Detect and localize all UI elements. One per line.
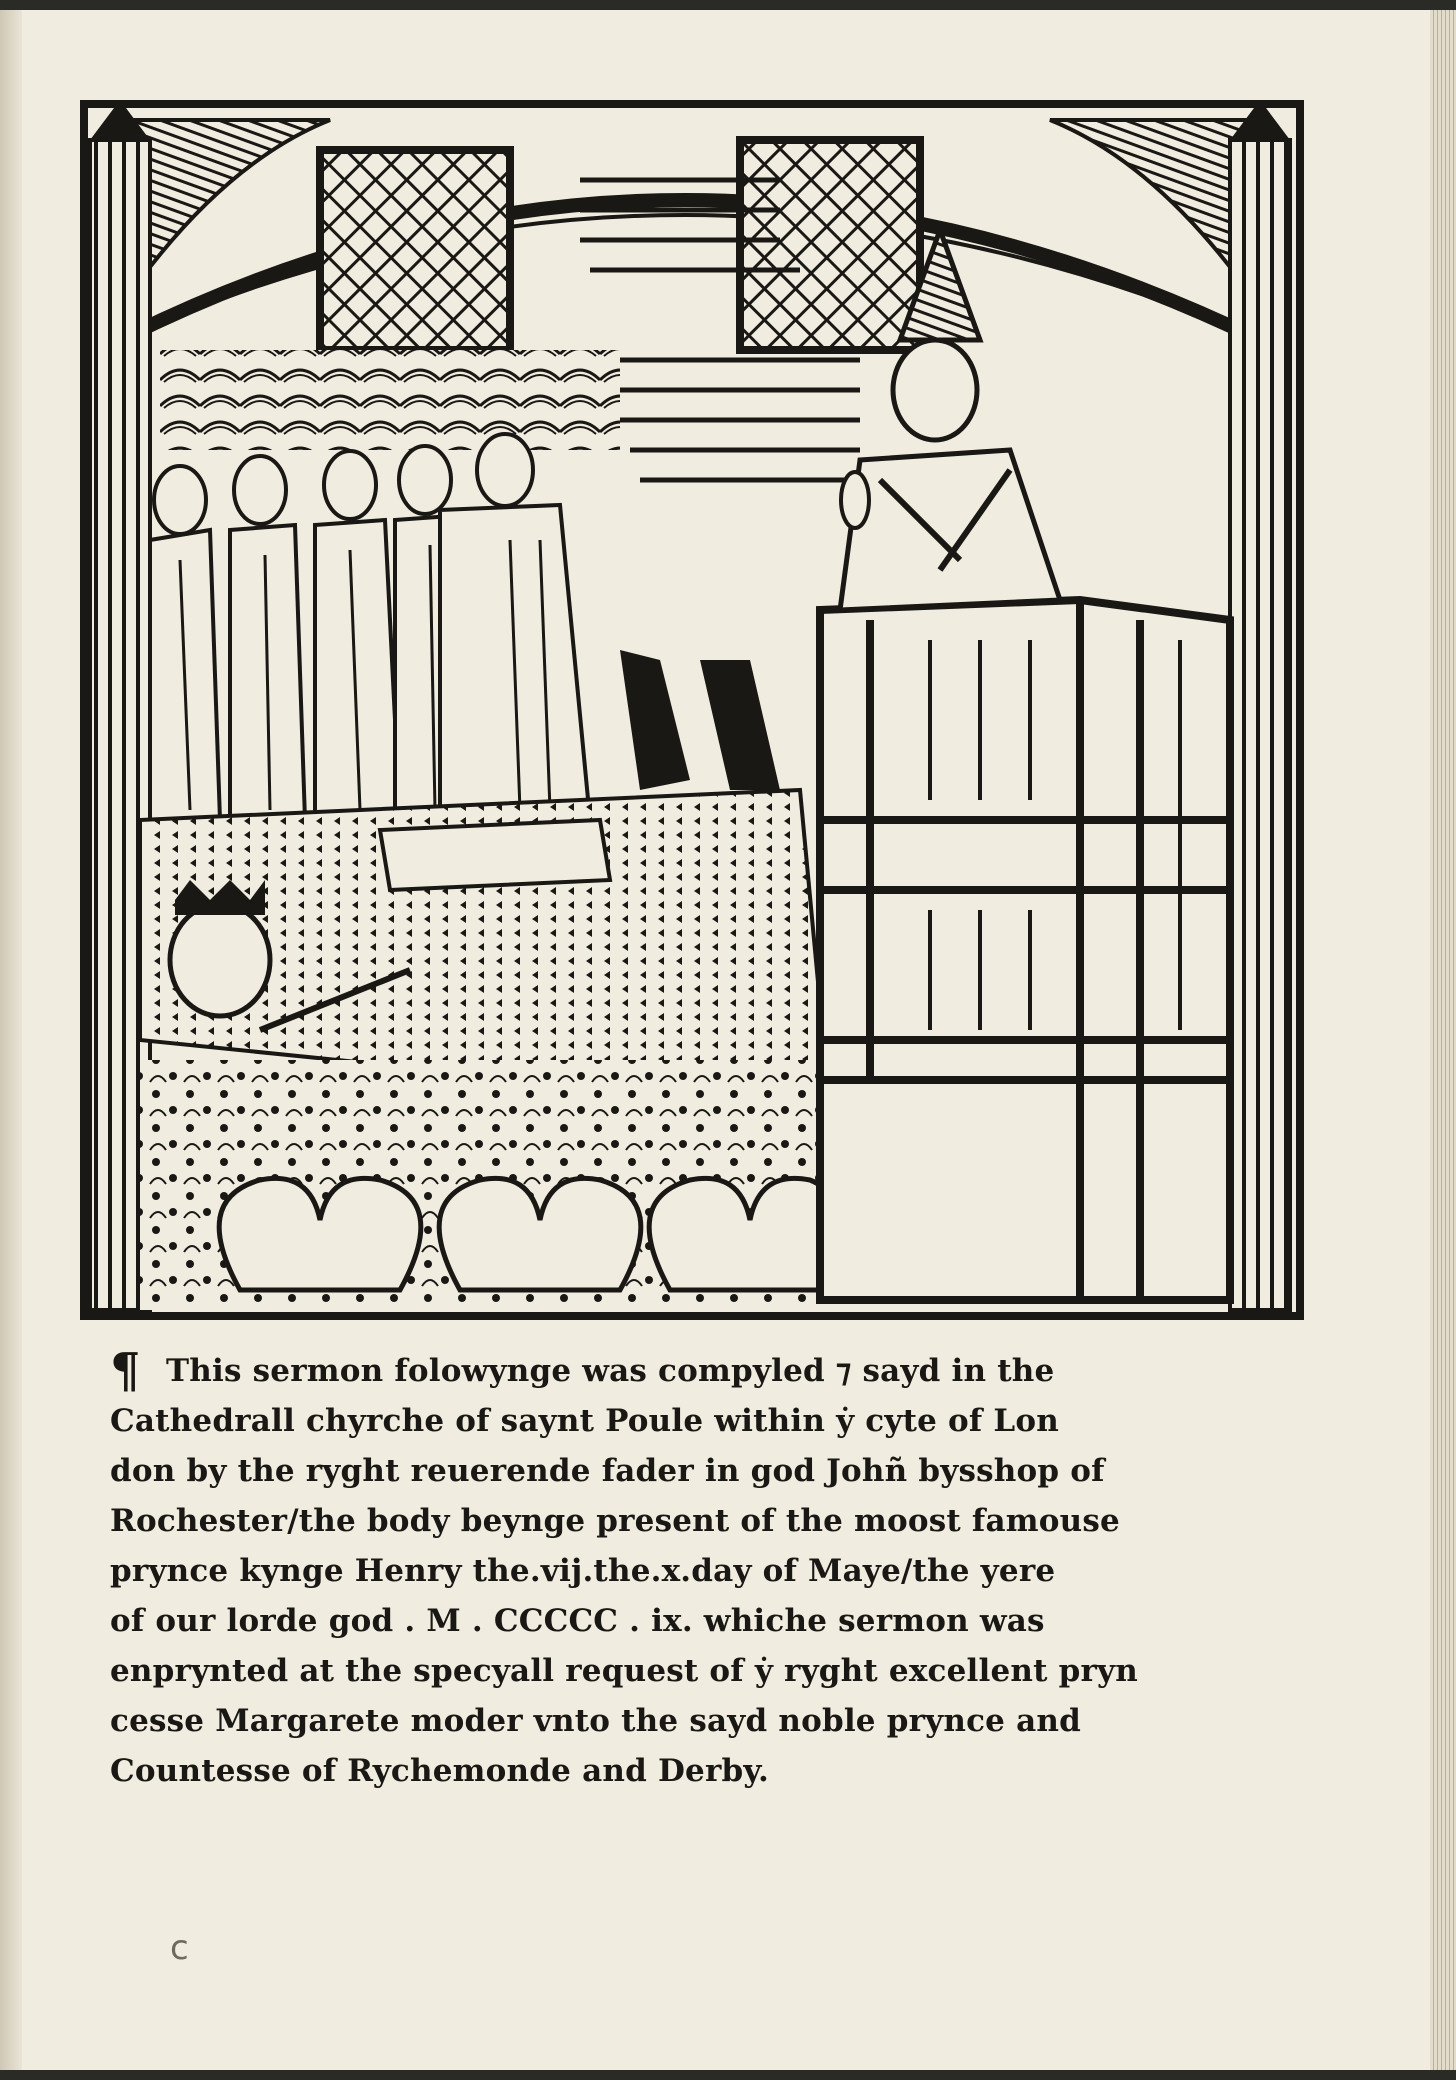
page-edges [1430,10,1456,2070]
text-line-2: Cathedrall chyrche of saynt Poule within ẏ cyte of Lon [110,1403,1060,1439]
woodcut-illustration [80,100,1304,1320]
binding-gutter [0,10,22,2070]
text-line-5: prynce kynge Henry the.vij.the.x.day of Maye/the yere [110,1553,1056,1589]
pencil-annotation: c [170,1928,189,1968]
colophon-text [110,1343,1260,1796]
text-line-8: cesse Margarete moder vnto the sayd noble prynce and [110,1703,1081,1739]
text-line-3: don by the ryght reuerende fader in god Johñ bysshop of [110,1453,1105,1489]
text-line-9: Countesse of Rychemonde and Derby. [110,1753,770,1789]
book-page [0,10,1430,2070]
text-line-6: of our lorde god . M . CCCCC . ix. whiche sermon was [110,1603,1045,1639]
paragraph-mark: ¶ [110,1343,141,1399]
text-line-1: ¶ This sermon folowynge was compyled ⁊ sayd in the [110,1343,1055,1399]
text-line-7: enprynted at the specyall request of ẏ ryght excellent pryn [110,1653,1139,1689]
text-line-4: Rochester/the body beynge present of the moost famouse [110,1503,1120,1539]
